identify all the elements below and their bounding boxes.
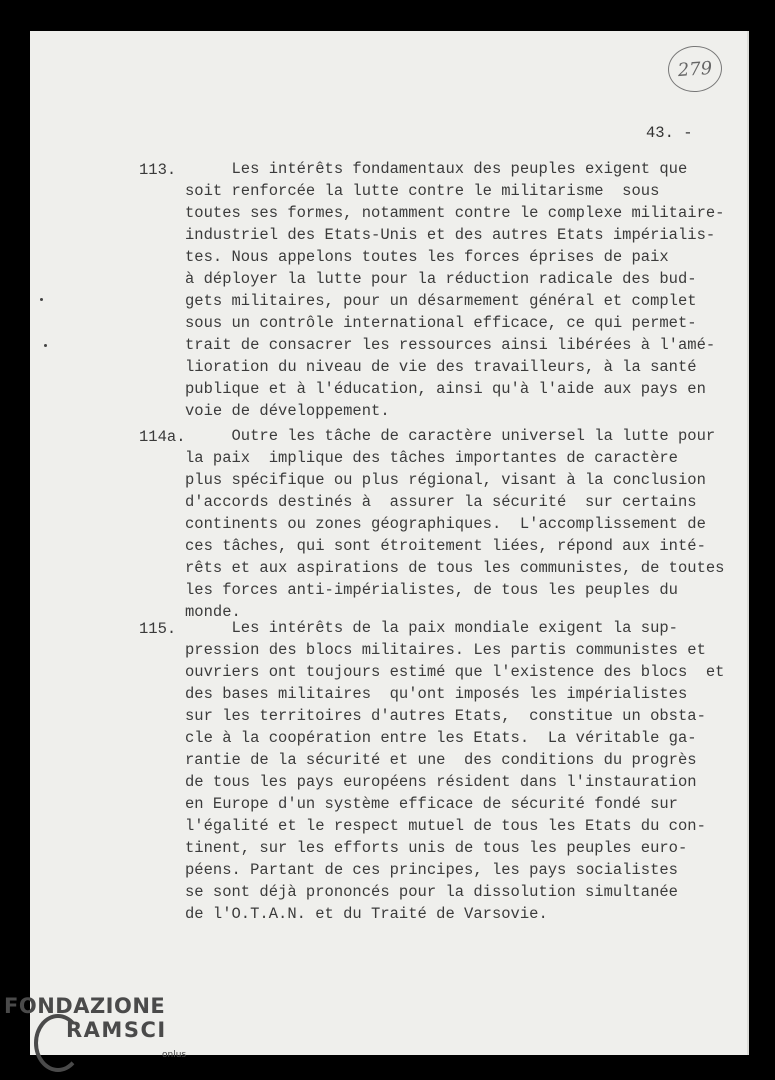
archive-page-stamp: 279 bbox=[666, 44, 723, 94]
paragraph-line: lioration du niveau de vie des travailleurs, à la santé bbox=[185, 358, 697, 376]
paragraph-line: voie de développement. bbox=[185, 402, 390, 420]
paragraph-line: ces tâches, qui sont étroitement liées, répond aux inté- bbox=[185, 537, 706, 555]
paragraph-line: la paix implique des tâches importantes de caractère bbox=[185, 449, 678, 467]
paragraph-line: de l'O.T.A.N. et du Traité de Varsovie. bbox=[185, 905, 548, 923]
paragraph-line: d'accords destinés à assurer la sécurité sur certains bbox=[185, 493, 697, 511]
paragraph-line: tinent, sur les efforts unis de tous les peuples euro- bbox=[185, 839, 688, 857]
paragraph-line: plus spécifique ou plus régional, visant à la conclusion bbox=[185, 471, 706, 489]
logo-line-2: RAMSCI bbox=[66, 1018, 167, 1042]
paragraph-line: sous un contrôle international efficace, ce qui permet- bbox=[185, 314, 697, 332]
paragraph-line: continents ou zones géographiques. L'accomplissement de bbox=[185, 515, 706, 533]
paragraph-line: rantie de la sécurité et une des conditions du progrès bbox=[185, 751, 697, 769]
paragraph-line: Outre les tâche de caractère universel la lutte pour bbox=[185, 427, 716, 445]
paragraph-number: 115. bbox=[139, 620, 177, 638]
paragraph-number: 113. bbox=[139, 161, 177, 179]
logo-line-3: onlus bbox=[162, 1050, 187, 1060]
paragraph-line: de tous les pays européens résident dans l'instauration bbox=[185, 773, 697, 791]
paragraph-line: Les intérêts de la paix mondiale exigent la sup- bbox=[185, 619, 678, 637]
paragraph-line: l'égalité et le respect mutuel de tous les Etats du con- bbox=[185, 817, 706, 835]
paragraph-line: les forces anti-impérialistes, de tous les peuples du bbox=[185, 581, 678, 599]
paragraph-line: publique et à l'éducation, ainsi qu'à l'aide aux pays en bbox=[185, 380, 706, 398]
paragraph-line: se sont déjà prononcés pour la dissolution simultanée bbox=[185, 883, 678, 901]
paragraph-line: rêts et aux aspirations de tous les communistes, de toutes bbox=[185, 559, 725, 577]
margin-mark bbox=[40, 298, 43, 301]
paragraph-line: industriel des Etats-Unis et des autres Etats impérialis- bbox=[185, 226, 716, 244]
paragraph-line: ouvriers ont toujours estimé que l'existence des blocs et bbox=[185, 663, 725, 681]
page-number: 43. - bbox=[646, 124, 693, 142]
paragraph-line: sur les territoires d'autres Etats, constitue un obsta- bbox=[185, 707, 706, 725]
paragraph-line: péens. Partant de ces principes, les pays socialistes bbox=[185, 861, 678, 879]
margin-mark bbox=[44, 344, 47, 347]
paragraph-line: pression des blocs militaires. Les partis communistes et bbox=[185, 641, 706, 659]
paragraph-line: trait de consacrer les ressources ainsi libérées à l'amé- bbox=[185, 336, 716, 354]
paragraph-line: en Europe d'un système efficace de sécurité fondé sur bbox=[185, 795, 678, 813]
paragraph-line: Les intérêts fondamentaux des peuples exigent que bbox=[185, 160, 688, 178]
paragraph-line: soit renforcée la lutte contre le militarisme sous bbox=[185, 182, 660, 200]
logo-line-1: FONDAZIONE bbox=[4, 994, 166, 1018]
paragraph-line: à déployer la lutte pour la réduction radicale des bud- bbox=[185, 270, 697, 288]
paragraph-line: tes. Nous appelons toutes les forces éprises de paix bbox=[185, 248, 669, 266]
paragraph-number: 114a. bbox=[139, 428, 186, 446]
paragraph-line: des bases militaires qu'ont imposés les impérialistes bbox=[185, 685, 688, 703]
paragraph-line: monde. bbox=[185, 603, 241, 621]
paragraph-line: toutes ses formes, notamment contre le complexe militaire- bbox=[185, 204, 725, 222]
paragraph-line: cle à la coopération entre les Etats. La véritable ga- bbox=[185, 729, 697, 747]
paragraph-line: gets militaires, pour un désarmement général et complet bbox=[185, 292, 697, 310]
